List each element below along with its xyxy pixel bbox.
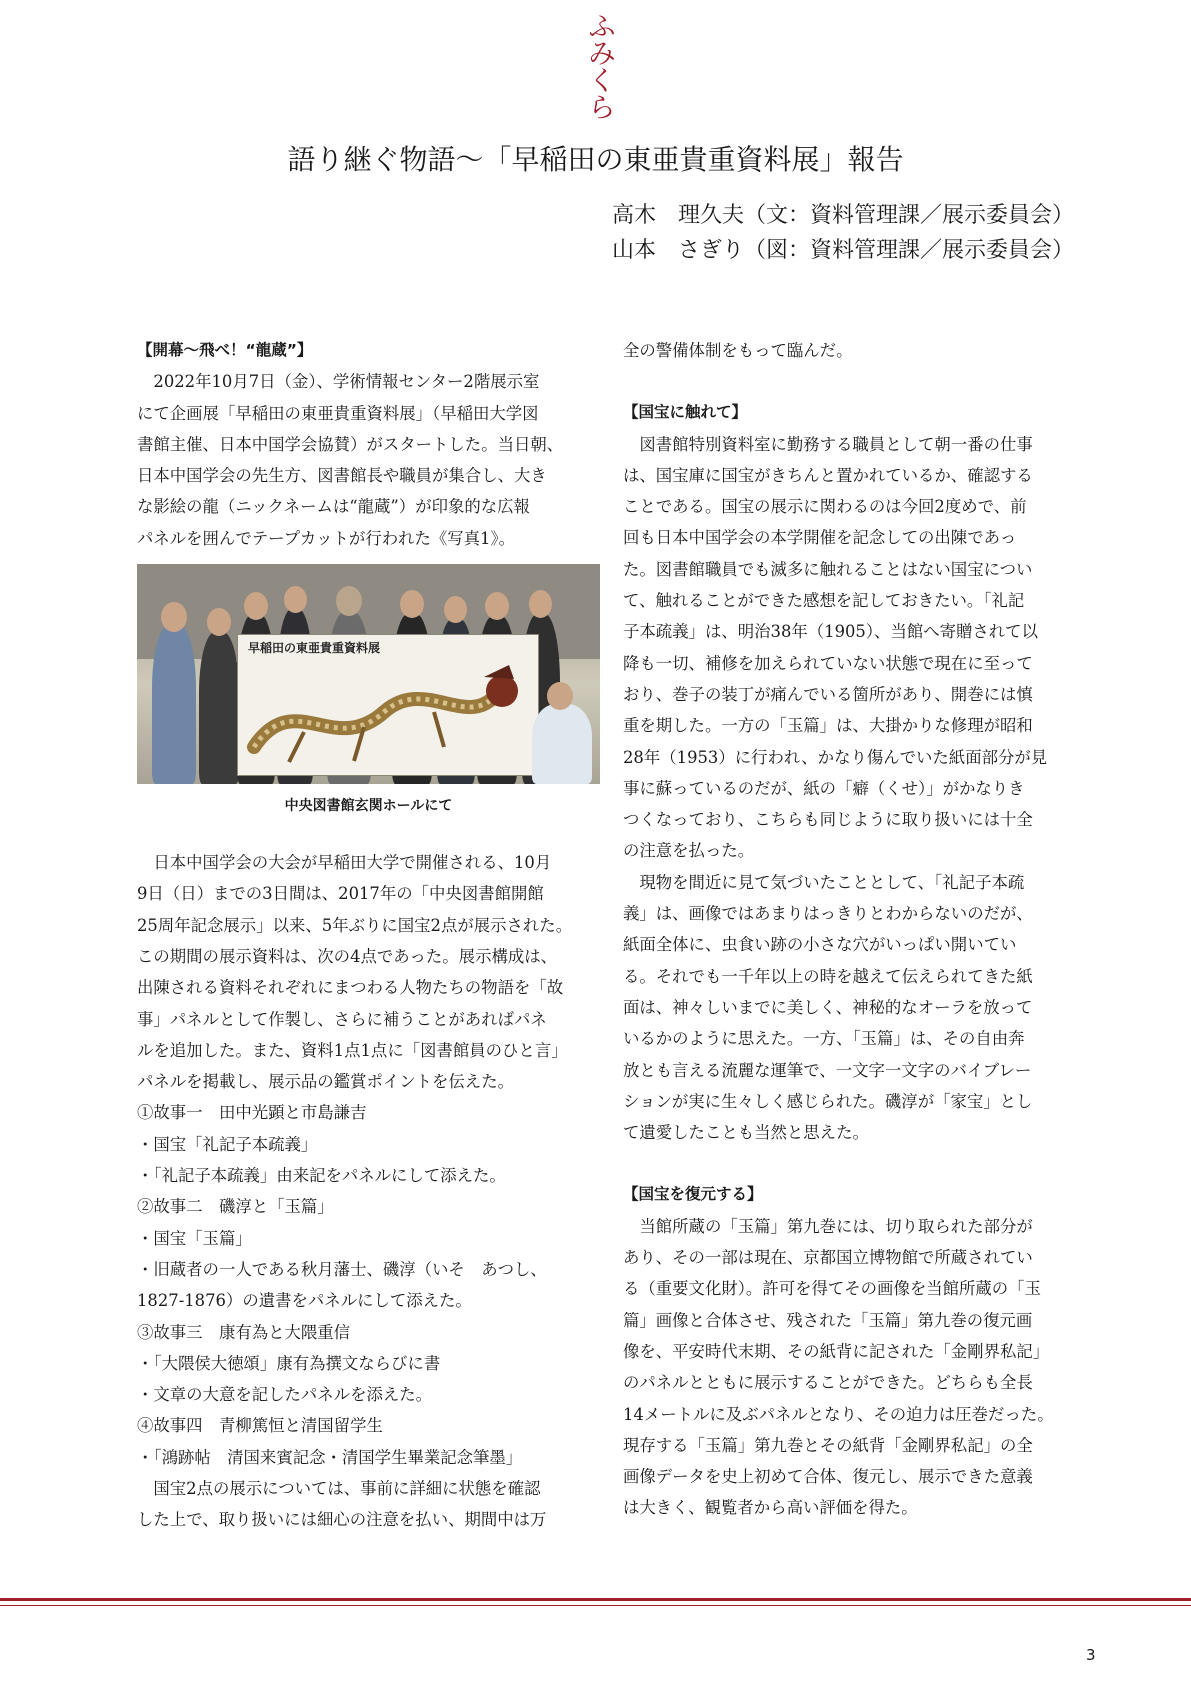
text-line: 紙面全体に、虫食い跡の小さな穴がいっぱい開いてい bbox=[623, 935, 1017, 955]
text-line: 出陳される資料それぞれにまつわる人物たちの物語を「故 bbox=[137, 978, 564, 998]
text-line: 日本中国学会の大会が早稲田大学で開催される、10月 bbox=[153, 853, 552, 873]
dragon-illustration bbox=[244, 657, 534, 769]
photo-person bbox=[152, 624, 196, 784]
text-line: ・国宝「礼記子本疏義」 bbox=[137, 1134, 318, 1154]
photo-head bbox=[161, 602, 187, 632]
text-line: て遺愛したことも当然と思えた。 bbox=[623, 1123, 869, 1143]
text-line: ・「礼記子本疏義」由来記をパネルにして添えた。 bbox=[137, 1166, 506, 1186]
text-line: 降も一切、補修を加えられていない状態で現在に至って bbox=[623, 653, 1033, 673]
page-number: 3 bbox=[1086, 1646, 1096, 1664]
photo-head bbox=[400, 590, 424, 618]
text-line: この期間の展示資料は、次の4点であった。展示構成は、 bbox=[137, 946, 558, 966]
text-line: ・「大隈侯大徳頌」康有為撰文ならびに書 bbox=[137, 1353, 441, 1373]
text-line: 回も日本中国学会の本学開催を記念しての出陳であっ bbox=[623, 528, 1017, 548]
text-line: ①故事一 田中光顕と市島謙吉 bbox=[137, 1103, 367, 1123]
text-line: 面は、神々しいまでに美しく、神秘的なオーラを放って bbox=[623, 997, 1033, 1017]
footer-rule-thick bbox=[0, 1598, 1191, 1601]
text-line: ・文章の大意を記したパネルを添えた。 bbox=[137, 1385, 433, 1405]
dragon-poster-banner bbox=[237, 634, 539, 776]
photo-head bbox=[284, 586, 307, 613]
masthead-char: く bbox=[588, 66, 616, 97]
text-line: 全の警備体制をもって臨んだ。 bbox=[623, 341, 853, 360]
text-line: る。それでも一千年以上の時を越えて伝えられてきた紙 bbox=[623, 966, 1033, 986]
masthead-logo bbox=[584, 14, 620, 122]
masthead-char: ふ bbox=[588, 12, 616, 43]
text-line: 事に蘇っているのだが、紙の「癖（くせ）」がかなりき bbox=[623, 778, 1025, 798]
spacer bbox=[623, 366, 1075, 397]
spacer bbox=[623, 1148, 1075, 1179]
text-line: 現存する「玉篇」第九巻とその紙背「金剛界私記」の全 bbox=[623, 1435, 1033, 1455]
text-line: おり、巻子の装丁が痛んでいる箇所があり、開巻には慎 bbox=[623, 684, 1033, 704]
text-line: は、国宝庫に国宝がきちんと置かれているか、確認する bbox=[623, 465, 1033, 485]
text-line: て、触れることができた感想を記しておきたい。「礼記 bbox=[623, 591, 1025, 611]
text-line: パネルを囲んでテープカットが行われた《写真1》。 bbox=[137, 528, 516, 548]
text-line: 14メートルに及ぶパネルとなり、その迫力は圧巻だった。 bbox=[623, 1404, 1054, 1424]
text-line: 篇」画像と合体させ、残された「玉篇」第九巻の復元画 bbox=[623, 1310, 1033, 1330]
masthead-char: ら bbox=[588, 93, 616, 124]
text-line: 書館主催、日本中国学会協賛）がスタートした。当日朝、 bbox=[137, 434, 564, 454]
text-line: 25周年記念展示」以来、5年ぶりに国宝2点が展示された。 bbox=[137, 915, 573, 935]
photo-person bbox=[532, 704, 592, 784]
text-line: 現物を間近に見て気づいたこととして、「礼記子本疏 bbox=[623, 872, 1025, 892]
text-line: の注意を払った。 bbox=[623, 841, 755, 861]
text-line: ②故事二 磯淳と「玉篇」 bbox=[137, 1197, 334, 1217]
text-line: 当館所蔵の「玉篇」第九巻には、切り取られた部分が bbox=[639, 1216, 1033, 1236]
text-line: ・国宝「玉篇」 bbox=[137, 1228, 252, 1248]
photo-head bbox=[244, 592, 268, 620]
text-line: 図書館特別資料室に勤務する職員として朝一番の仕事 bbox=[639, 434, 1033, 454]
text-line: 子本疏義」は、明治38年（1905）、当館へ寄贈されて以 bbox=[623, 622, 1038, 642]
text-line: る（重要文化財）。許可を得てその画像を当館所蔵の「玉 bbox=[623, 1279, 1041, 1299]
photo-head bbox=[529, 590, 552, 618]
text-line: ④故事四 青柳篤恒と清国留学生 bbox=[137, 1416, 383, 1436]
author-line: 高木 理久夫（文：資料管理課／展示委員会） bbox=[611, 203, 1074, 228]
left-column bbox=[137, 335, 600, 1536]
text-line: は大きく、観覧者から高い評価を得た。 bbox=[623, 1498, 918, 1518]
text-line: ・旧蔵者の一人である秋月藩士、磯淳（いそ あつし、 bbox=[137, 1259, 547, 1279]
text-line: た。図書館職員でも滅多に触れることはない国宝につい bbox=[623, 559, 1033, 579]
text-line: 事」パネルとして作製し、さらに補うことがあればパネ bbox=[137, 1009, 547, 1029]
right-column bbox=[623, 335, 1075, 1524]
text-line: いるかのように思えた。一方、「玉篇」は、その自由奔 bbox=[623, 1029, 1025, 1049]
photo-head bbox=[444, 596, 467, 623]
author-line: 山本 さぎり（図：資料管理課／展示委員会） bbox=[611, 238, 1074, 263]
footer-rule-thin bbox=[0, 1605, 1191, 1606]
text-line: 画像データを史上初めて合体、復元し、展示できた意義 bbox=[623, 1467, 1033, 1487]
text-line: ことである。国宝の展示に関わるのは今回2度めで、前 bbox=[623, 497, 1027, 517]
photo-caption: 中央図書館玄関ホールにて bbox=[284, 798, 453, 815]
text-line: な影絵の龍（ニックネームは“龍蔵”）が印象的な広報 bbox=[137, 497, 530, 517]
masthead-char: み bbox=[588, 39, 616, 70]
text-line: パネルを掲載し、展示品の鑑賞ポイントを伝えた。 bbox=[137, 1072, 514, 1092]
photo-head bbox=[336, 586, 362, 616]
section-heading: 【国宝に触れて】 bbox=[623, 403, 748, 422]
text-line: 28年（1953）に行われ、かなり傷んでいた紙面部分が見 bbox=[623, 747, 1048, 767]
text-line: 重を期した。一方の「玉篇」は、大掛かりな修理が昭和 bbox=[623, 716, 1033, 736]
text-line: ・「鴻跡帖 清国来賓記念・清国学生畢業記念筆墨」 bbox=[137, 1447, 523, 1467]
text-line: 2022年10月7日（金）、学術情報センター2階展示室 bbox=[153, 372, 540, 392]
text-line: 9日（日）までの3日間は、2017年の「中央図書館開館 bbox=[137, 884, 544, 904]
article-title: 語り継ぐ物語〜「早稲田の東亜貴重資料展」報告 bbox=[287, 143, 904, 176]
text-line: 放とも言える流麗な運筆で、一文字一文字のバイブレー bbox=[623, 1060, 1032, 1080]
section-heading: 【開幕〜飛べ！“龍蔵”】 bbox=[137, 341, 313, 359]
text-line: 1827-1876）の遺書をパネルにして添えた。 bbox=[137, 1291, 472, 1311]
text-line: あり、その一部は現在、京都国立博物館で所蔵されてい bbox=[623, 1248, 1033, 1268]
section-heading: 【国宝を復元する】 bbox=[623, 1185, 763, 1204]
author-block bbox=[612, 198, 1074, 268]
text-line: ルを追加した。また、資料1点1点に「図書館員のひと言」 bbox=[137, 1040, 568, 1060]
spacer bbox=[137, 816, 600, 847]
text-line: 義」は、画像ではあまりはっきりとわからないのだが、 bbox=[623, 904, 1033, 924]
text-line: つくなっており、こちらも同じように取り扱いには十全 bbox=[623, 810, 1033, 830]
text-line: にて企画展「早稲田の東亜貴重資料展」（早稲田大学図 bbox=[137, 403, 539, 423]
text-line: のパネルとともに展示することができた。どちらも全長 bbox=[623, 1373, 1033, 1393]
text-line: 日本中国学会の先生方、図書館長や職員が集合し、大き bbox=[137, 466, 547, 486]
text-line: 国宝2点の展示については、事前に詳細に状態を確認 bbox=[137, 1479, 541, 1499]
text-line: 像を、平安時代末期、その紙背に記された「金剛界私記」 bbox=[623, 1341, 1050, 1361]
photo-head bbox=[547, 682, 573, 710]
banner-title: 早稲田の東亜貴重資料展 bbox=[248, 641, 381, 656]
opening-ceremony-photo bbox=[137, 564, 600, 784]
photo-person bbox=[199, 632, 239, 784]
photo-head bbox=[207, 608, 231, 636]
photo-head bbox=[485, 592, 509, 620]
text-line: した上で、取り扱いには細心の注意を払い、期間中は万 bbox=[137, 1510, 547, 1530]
text-line: ③故事三 康有為と大隈重信 bbox=[137, 1322, 351, 1342]
text-line: ションが実に生々しく感じられた。磯淳が「家宝」とし bbox=[623, 1091, 1033, 1111]
